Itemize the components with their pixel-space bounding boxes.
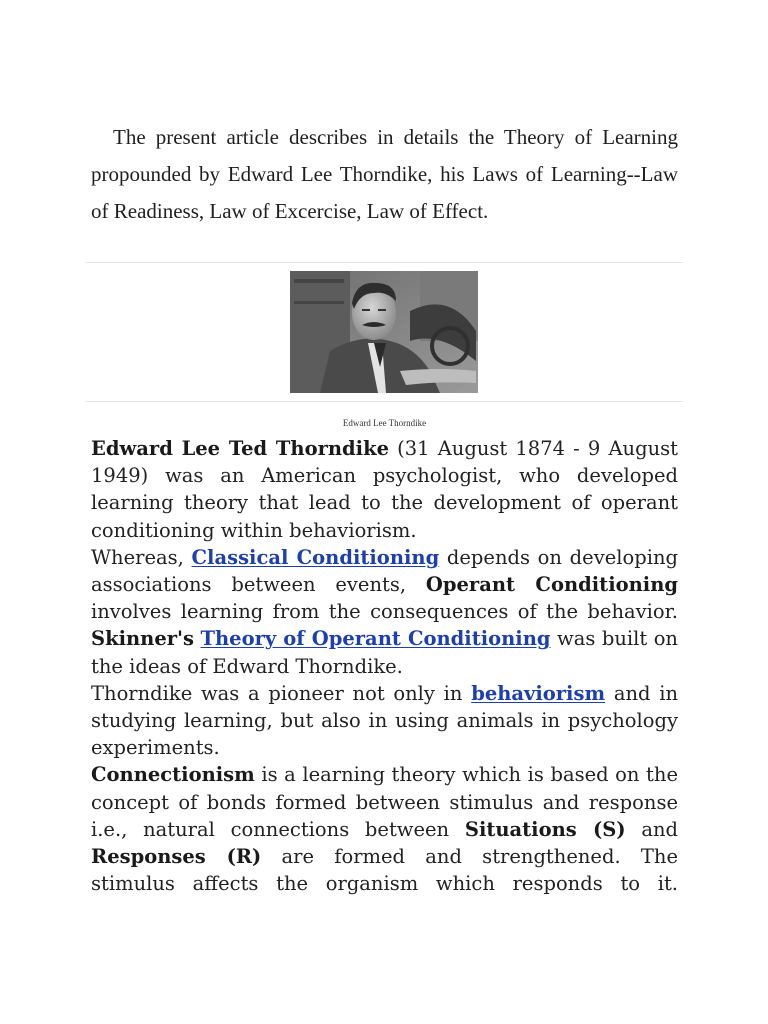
classical-conditioning-link[interactable]: Classical Conditioning <box>191 545 440 569</box>
skinner-term: Skinner's <box>91 627 194 651</box>
connectionism-text-a: is a learning theory which is based on the concept of bonds formed between stimulus and response i.e., natural connections between <box>91 763 678 841</box>
figure-caption: Edward Lee Thorndike <box>342 418 427 428</box>
behaviorism-link[interactable]: behaviorism <box>471 681 606 705</box>
responses-term: Responses (R) <box>91 845 262 869</box>
biography-text: was an American psychologist, who developed learning theory that lead to the development of operant conditioning within behaviorism. <box>91 464 678 542</box>
thorndike-portrait-photo <box>290 271 478 393</box>
theory-of-operant-conditioning-link[interactable]: Theory of Operant Conditioning <box>200 627 551 651</box>
article-body <box>91 435 678 897</box>
thorndike-dates: (31 August 1874 - 9 August 1949) <box>91 437 678 488</box>
whereas-text: Whereas, <box>91 545 184 569</box>
conditioning-text-a: depends on developing associations between events, <box>91 545 678 597</box>
pioneer-text-lead: Thorndike was a pioneer not only in <box>91 681 463 705</box>
thorndike-name: Edward Lee Ted Thorndike <box>91 437 389 460</box>
conditioning-text-c: was built on the ideas of Edward Thorndike. <box>91 627 678 678</box>
connectionism-term: Connectionism <box>91 763 255 787</box>
and-text: and <box>641 817 679 841</box>
figure-bottom-divider <box>86 401 683 402</box>
paragraph-conditioning <box>91 544 678 680</box>
situations-term: Situations (S) <box>464 817 626 841</box>
pioneer-text-rest: and in studying learning, but also in using animals in psychology experiments. <box>91 681 679 760</box>
paragraph-biography <box>91 435 678 544</box>
paragraph-connectionism <box>91 761 678 897</box>
operant-conditioning-term: Operant Conditioning <box>425 573 679 597</box>
paragraph-pioneer <box>91 680 678 762</box>
intro-paragraph: The present article describes in details the Theory of Learning propounded by Edward Lee Thorndike, his Laws of Learning--Law of Readiness, Law of Excercise, Law of Effect. <box>91 125 678 223</box>
connectionism-text-b: are formed and strengthened. The stimulus affects the organism which responds to it. <box>91 845 678 896</box>
conditioning-text-b: involves learning from the consequences of the behavior. <box>91 600 678 624</box>
figure-top-divider <box>86 262 683 263</box>
